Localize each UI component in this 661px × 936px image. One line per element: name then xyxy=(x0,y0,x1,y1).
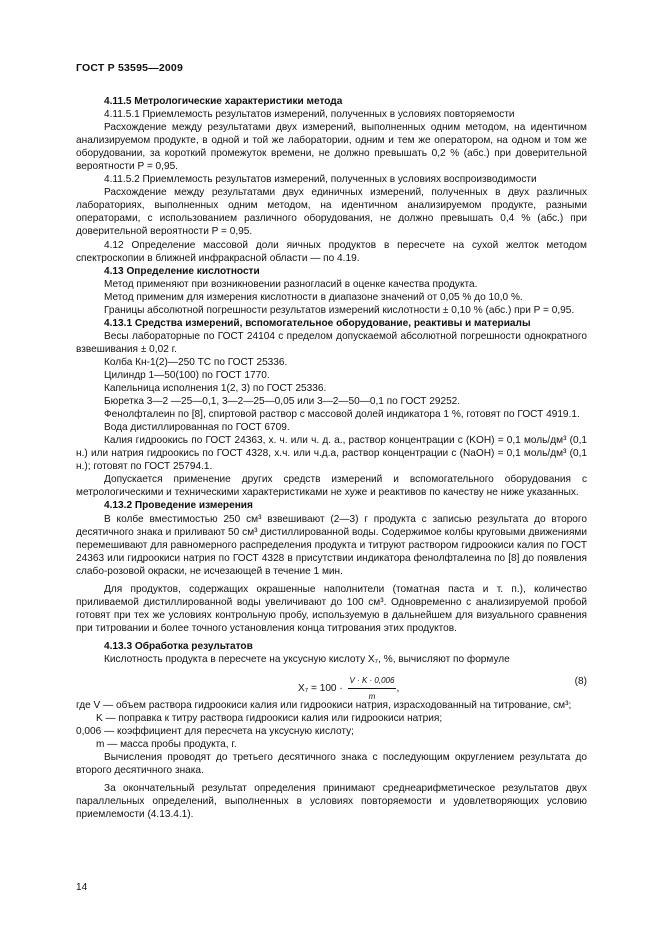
section-heading: 4.13.3 Обработка результатов xyxy=(104,640,253,652)
paragraph: Метод применяют при возникновении разногласий в оценке качества продукта. xyxy=(104,278,478,290)
paragraph: Расхождение между результатами двух измерений, выполненных одним методом, на идентичном анализируемом продукте, в одной и той же лаборатории, одним и тем же оператором, на одном и том же оборудовании, за короткий промежуток времени, не должно превышать 0,2 % (абс.) при доверительной вероятности P = 0,95. xyxy=(76,122,587,173)
formula-number: (8) xyxy=(574,676,587,688)
paragraph: Расхождение между результатами двух единичных измерений, полученных в двух различных лабораториях, выполненных одним методом, на идентичном анализируемом продукте, разными операторами, с использованием различного оборудования, не должно превышать 0,4 % (абс.) при доверительной вероятности P = 0,95. xyxy=(76,187,587,238)
list-item: Капельница исполнения 1(2, 3) по ГОСТ 25336. xyxy=(104,383,327,395)
subsection-heading: 4.11.5.2 Приемлемость результатов измерений, полученных в условиях воспроизводимости xyxy=(104,174,537,186)
formula-denominator: m xyxy=(368,692,376,702)
paragraph: Метод применим для измерения кислотности в диапазоне значений от 0,05 % до 10,0 %. xyxy=(104,291,523,303)
formula-fraction xyxy=(348,674,400,703)
section-heading: 4.13.1 Средства измерений, вспомогательное оборудование, реактивы и материалы xyxy=(104,317,531,329)
formula-lhs: X₇ = 100 · xyxy=(298,683,343,695)
formula-tail: , xyxy=(396,683,400,695)
paragraph: Границы абсолютной погрешности результатов измерений кислотности ± 0,10 % (абс.) при P = 0,95. xyxy=(104,304,575,316)
subsection-heading: 4.11.5.1 Приемлемость результатов измерений, полученных в условиях повторяемости xyxy=(104,109,515,121)
list-item: Калия гидроокись по ГОСТ 24363, х. ч. или ч. д. а., раствор концентрации с (KOH) = 0,1 моль/дм³ (0,1 н.) или натрия гидроокись по ГОСТ 4328, х.ч. или ч.д.а, раствор концентрации с (NaOH) = 0,1 моль/дм³ (0,1 н.); готовят по ГОСТ 25794.1. xyxy=(76,435,587,473)
list-item: Фенолфталеин по [8], спиртовой раствор с массовой долей индикатора 1 %, готовят по ГОСТ 4919.1. xyxy=(104,409,580,421)
paragraph: 4.12 Определение массовой доли яичных продуктов в пересчете на сухой желток методом спектроскопии в ближней инфракрасной области — по 4.19. xyxy=(76,239,587,264)
page-number: 14 xyxy=(76,882,88,893)
where-item: 0,006 — коэффициент для пересчета на уксусную кислоту; xyxy=(76,726,354,738)
list-item: Колба Кн-1(2)—250 ТС по ГОСТ 25336. xyxy=(104,356,288,368)
page-header: ГОСТ Р 53595—2009 xyxy=(76,62,184,74)
document-body xyxy=(76,95,587,821)
where-item: где V — объем раствора гидроокиси калия или гидроокиси натрия, израсходованный на титрование, см³; xyxy=(76,700,572,712)
paragraph: Кислотность продукта в пересчете на уксусную кислоту X₇, %, вычисляют по формуле xyxy=(104,653,510,665)
formula-8 xyxy=(76,667,587,702)
list-item: Вода дистиллированная по ГОСТ 6709. xyxy=(104,422,290,434)
paragraph: Весы лабораторные по ГОСТ 24104 с пределом допускаемой абсолютной погрешности однократного взвешивания ± 0,02 г. xyxy=(76,330,587,355)
formula-numerator: V · K · 0,006 xyxy=(348,674,397,689)
paragraph: Вычисления проводят до третьего десятичного знака с последующим округлением результата до второго десятичного знака. xyxy=(76,752,587,777)
paragraph: В колбе вместимостью 250 см³ взвешивают (2—3) г продукта с записью результата до второго десятичного знака и приливают 50 см³ дистиллированной воды. Содержимое колбы круговыми движениями перемешивают для равномерного распределения продукта и титруют раствором гидроокиси калия по ГОСТ 24363 или гидроокиси натрия по ГОСТ 4328 в присутствии индикатора фенолфталеина по [8] до появления слабо-розовой окраски, не исчезающей в течение 1 мин. xyxy=(76,513,587,577)
section-heading: 4.13.2 Проведение измерения xyxy=(104,500,253,512)
paragraph: За окончательный результат определения принимают среднеарифметическое результатов двух параллельных определений, выполненных в условиях повторяемости и удовлетворяющих условию приемлемости (4.13.4.1). xyxy=(76,783,587,821)
where-item: K — поправка к титру раствора гидроокиси калия или гидроокиси натрия; xyxy=(96,713,443,725)
where-item: m — масса пробы продукта, г. xyxy=(96,739,237,751)
paragraph: Допускается применение других средств измерений и вспомогательного оборудования с метрологическими и техническими характеристиками не хуже и реактивов по качеству не ниже указанных. xyxy=(76,474,587,499)
section-heading: 4.11.5 Метрологические характеристики метода xyxy=(104,96,343,107)
formula-expression xyxy=(298,674,399,703)
section-heading: 4.13 Определение кислотности xyxy=(104,265,260,277)
list-item: Цилиндр 1—50(100) по ГОСТ 1770. xyxy=(104,369,270,381)
paragraph: Для продуктов, содержащих окрашенные наполнители (томатная паста и т. п.), количество приливаемой дистиллированной воды увеличивают до 100 см³. Одновременно с анализируемой пробой готовят при тех же условиях контрольную пробу, используемую в дальнейшем для визуального сравнения при титровании и более точного установления конца титрования этих продуктов. xyxy=(76,583,587,634)
list-item: Бюретка 3—2 —25—0,1, 3—2—25—0,05 или 3—2—50—0,1 по ГОСТ 29252. xyxy=(104,396,461,408)
